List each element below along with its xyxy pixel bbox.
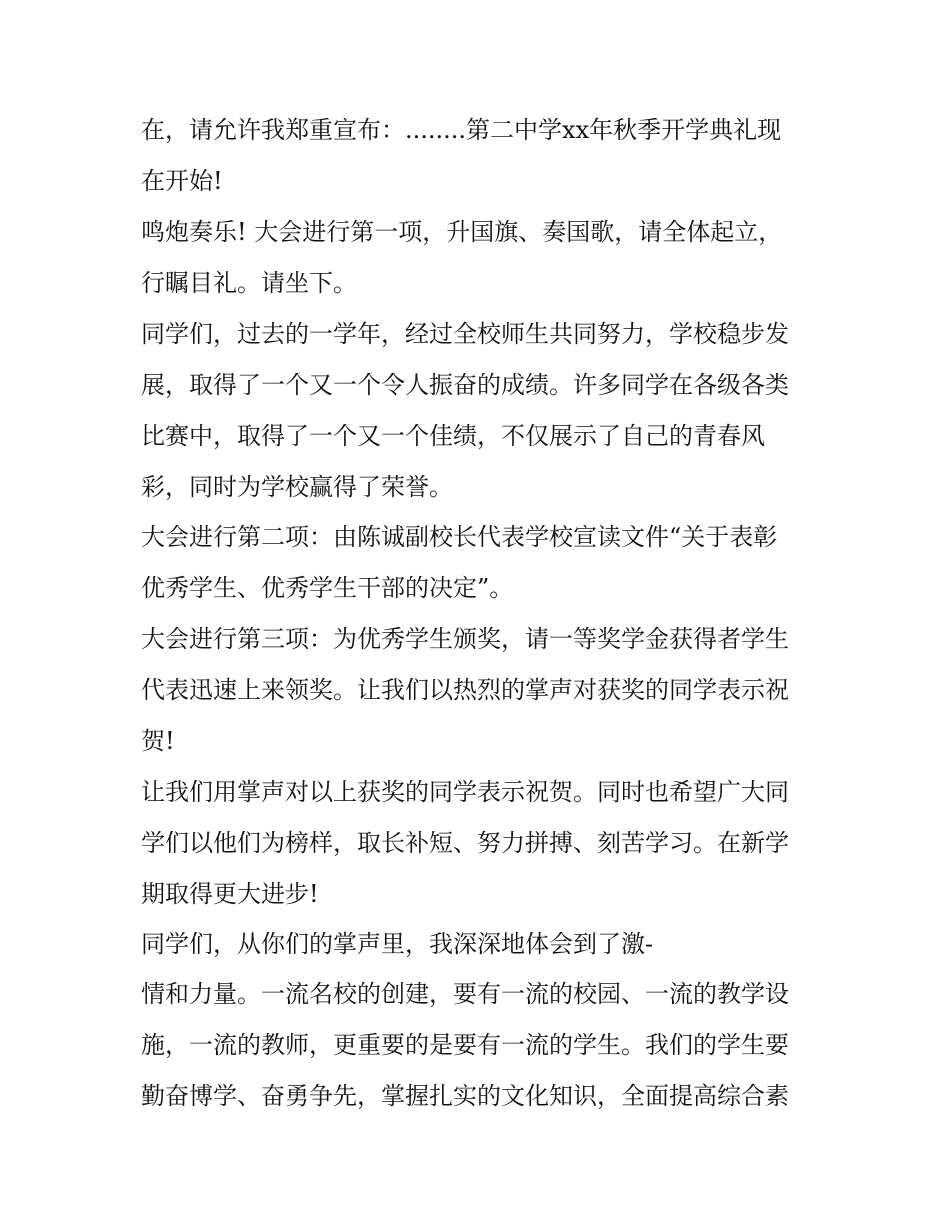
text-line: 在，请允许我郑重宣布：........第二中学xx年秋季开学典礼现 [141,116,782,144]
text-line: 展，取得了一个又一个令人振奋的成绩。许多同学在各级各类 [141,371,789,399]
text-line: 同学们，从你们的掌声里，我深深地体会到了激- [141,930,654,958]
text-line: 代表迅速上来领奖。让我们以热烈的掌声对获奖的同学表示祝 [141,676,789,704]
text-line: 大会进行第三项：为优秀学生颁奖，请一等奖学金获得者学生 [141,625,789,653]
text-line: 大会进行第二项：由陈诚副校长代表学校宣读文件“关于表彰 [141,523,778,551]
text-line: 比赛中，取得了一个又一个佳绩，不仅展示了自己的青春风 [141,422,765,450]
text-line: 彩，同时为学校赢得了荣誉。 [141,473,453,501]
text-line: 鸣炮奏乐! 大会进行第一项，升国旗、奏国歌，请全体起立， [141,218,783,246]
text-line: 贺! [141,727,175,755]
text-line: 行瞩目礼。请坐下。 [141,269,357,297]
text-line: 勤奋博学、奋勇争先，掌握扎实的文化知识，全面提高综合素 [141,1082,789,1110]
text-line: 同学们，过去的一学年，经过全校师生共同努力，学校稳步发 [141,320,789,348]
text-line: 在开始! [141,167,223,195]
text-line: 施，一流的教师，更重要的是要有一流的学生。我们的学生要 [141,1031,789,1059]
text-line: 优秀学生、优秀学生干部的决定”。 [141,574,514,602]
text-line: 学们以他们为榜样，取长补短、努力拼搏、刻苦学习。在新学 [141,829,789,857]
text-line: 期取得更大进步! [141,880,319,908]
text-line: 让我们用掌声对以上获奖的同学表示祝贺。同时也希望广大同 [141,778,789,806]
text-line: 情和力量。一流名校的创建，要有一流的校园、一流的教学设 [141,980,789,1008]
